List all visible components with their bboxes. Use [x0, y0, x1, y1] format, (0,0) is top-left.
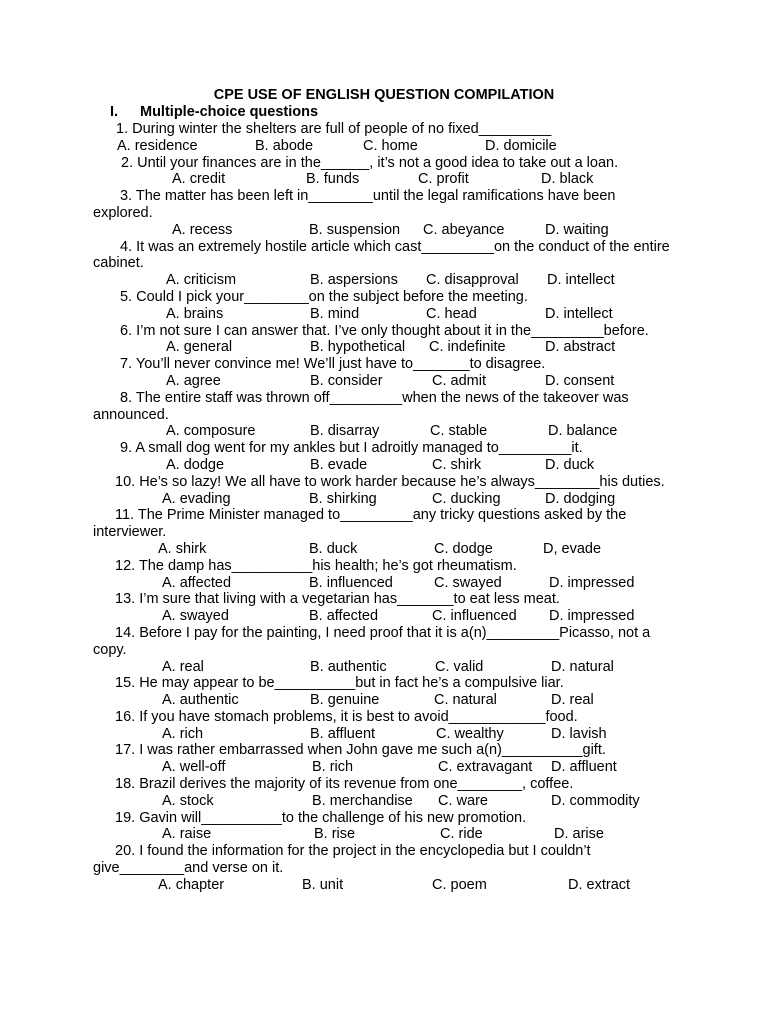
- answer-option: C. home: [363, 137, 418, 154]
- answer-options: [0, 575, 768, 592]
- answer-option: A. real: [162, 658, 204, 675]
- answer-option: B. aspersions: [310, 272, 398, 289]
- question-number: 6.: [120, 322, 137, 339]
- answer-options: [0, 171, 768, 188]
- answer-options: [0, 491, 768, 508]
- question-item: [0, 709, 768, 743]
- answer-option: A. agree: [166, 372, 221, 389]
- answer-option: B. genuine: [310, 692, 380, 709]
- question-stem: [0, 625, 675, 659]
- question-number: 5.: [120, 288, 137, 305]
- answer-option: B. duck: [309, 540, 358, 557]
- question-text: He may appear to be__________but in fact he’s a compulsive liar.: [139, 675, 564, 692]
- answer-option: D. commodity: [551, 792, 640, 809]
- answer-options: [0, 659, 768, 676]
- question-number: 9.: [120, 440, 136, 457]
- answer-option: A. dodge: [166, 456, 225, 473]
- answer-option: B. funds: [306, 171, 360, 188]
- question-text: During winter the shelters are full of people of no fixed_________: [132, 121, 552, 137]
- answer-option: A. recess: [172, 221, 233, 238]
- answer-option: D. arise: [554, 826, 604, 843]
- answer-option: D. abstract: [545, 339, 616, 356]
- answer-option: A. well-off: [162, 759, 226, 776]
- question-item: [0, 558, 768, 592]
- question-text: I’m not sure I can answer that. I’ve only thought about it in the_________before.: [136, 322, 649, 339]
- answer-option: C. wealthy: [436, 725, 504, 742]
- answer-option: D. domicile: [485, 137, 557, 154]
- answer-options: [0, 826, 768, 843]
- question-item: [0, 323, 768, 357]
- answer-option: A. rich: [162, 725, 204, 742]
- question-item: [0, 776, 768, 810]
- answer-option: D. real: [551, 692, 594, 709]
- answer-option: B. affected: [309, 608, 379, 625]
- question-number: 4.: [120, 238, 137, 255]
- question-item: [0, 742, 768, 776]
- answer-option: B. mind: [310, 305, 360, 322]
- answer-option: B. abode: [255, 137, 314, 154]
- question-text: Before I pay for the painting, I need proof that it is a(n)_________Picasso, not a copy.: [93, 624, 651, 658]
- answer-option: C. natural: [434, 692, 497, 709]
- question-stem: [0, 474, 675, 491]
- answer-option: A. affected: [162, 574, 232, 591]
- question-stem: [0, 709, 675, 726]
- question-number: 10.: [115, 473, 140, 490]
- answer-option: C. admit: [432, 372, 486, 389]
- question-item: [0, 843, 768, 893]
- answer-option: D. impressed: [549, 574, 635, 591]
- answer-option: B. influenced: [309, 574, 393, 591]
- question-text: I found the information for the project in the encyclopedia but I couldn’t give________and verse on it.: [93, 843, 591, 877]
- answer-options: [0, 306, 768, 323]
- question-number: 17.: [115, 742, 140, 759]
- answer-option: D. intellect: [547, 272, 615, 289]
- question-text: Brazil derives the majority of its revenue from one________, coffee.: [139, 776, 574, 793]
- answer-option: B. rich: [312, 759, 354, 776]
- answer-options: [0, 608, 768, 625]
- answer-options: [0, 877, 768, 894]
- answer-option: B. shirking: [309, 490, 377, 507]
- answer-options: [0, 541, 768, 558]
- question-item: [0, 675, 768, 709]
- question-item: [0, 440, 768, 474]
- answer-option: A. raise: [162, 826, 212, 843]
- answer-option: C. extravagant: [438, 759, 533, 776]
- answer-option: B. suspension: [309, 221, 401, 238]
- question-stem: [0, 188, 675, 222]
- answer-option: D. black: [541, 171, 594, 188]
- answer-option: D. waiting: [545, 221, 609, 238]
- question-stem: [0, 440, 675, 457]
- answer-option: A. residence: [117, 137, 198, 154]
- answer-options: [0, 423, 768, 440]
- question-stem: [0, 591, 675, 608]
- answer-option: A. chapter: [158, 876, 225, 893]
- question-number: 3.: [120, 188, 136, 205]
- question-stem: [0, 155, 675, 172]
- question-stem: [0, 239, 675, 273]
- answer-option: D. lavish: [551, 725, 607, 742]
- answer-option: C. valid: [435, 658, 484, 675]
- answer-option: A. evading: [162, 490, 231, 507]
- answer-option: C. shirk: [432, 456, 482, 473]
- section-label: Multiple-choice questions: [140, 104, 319, 120]
- question-number: 15.: [115, 675, 140, 692]
- answer-option: C. dodge: [434, 540, 493, 557]
- answer-option: B. authentic: [310, 658, 387, 675]
- question-stem: [0, 675, 675, 692]
- answer-option: C. ride: [440, 826, 483, 843]
- question-item: [0, 121, 768, 155]
- answer-option: D, evade: [543, 540, 602, 557]
- answer-option: A. swayed: [162, 608, 229, 625]
- question-item: [0, 155, 768, 189]
- question-stem: [0, 507, 675, 541]
- answer-option: C. poem: [432, 876, 487, 893]
- section-heading: [110, 104, 318, 121]
- question-text: It was an extremely hostile article which cast_________on the conduct of the entire cabinet.: [93, 238, 670, 272]
- answer-option: D. intellect: [545, 305, 613, 322]
- answer-option: B. merchandise: [312, 792, 413, 809]
- answer-option: B. affluent: [310, 725, 376, 742]
- question-stem: [0, 742, 675, 759]
- answer-options: [0, 272, 768, 289]
- question-item: [0, 625, 768, 675]
- question-number: 20.: [115, 843, 140, 860]
- question-item: [0, 390, 768, 440]
- page-title: CPE USE OF ENGLISH QUESTION COMPILATION: [213, 87, 555, 103]
- question-stem: [0, 810, 675, 827]
- question-stem: [0, 390, 675, 424]
- answer-option: C. influenced: [432, 608, 517, 625]
- question-text: I was rather embarrassed when John gave me such a(n)__________gift.: [139, 742, 606, 759]
- question-stem: [0, 776, 675, 793]
- question-stem: [0, 558, 675, 575]
- question-number: 7.: [120, 356, 136, 373]
- answer-option: B. evade: [310, 456, 368, 473]
- question-text: The entire staff was thrown off_________when the news of the takeover was announced.: [93, 389, 629, 423]
- answer-options: [0, 373, 768, 390]
- question-stem: [0, 356, 675, 373]
- question-item: [0, 474, 768, 508]
- answer-option: A. authentic: [162, 692, 239, 709]
- question-number: 8.: [120, 389, 136, 406]
- answer-option: D. impressed: [549, 608, 635, 625]
- answer-option: C. swayed: [434, 574, 502, 591]
- answer-options: [0, 457, 768, 474]
- answer-option: C. ducking: [432, 490, 501, 507]
- answer-options: [0, 793, 768, 810]
- question-text: I’m sure that living with a vegetarian has_______to eat less meat.: [139, 591, 560, 608]
- answer-option: B. hypothetical: [310, 339, 406, 356]
- question-number: 13.: [115, 591, 140, 608]
- answer-option: C. ware: [438, 792, 488, 809]
- answer-option: C. head: [426, 305, 477, 322]
- question-text: The matter has been left in________until the legal ramifications have been explored.: [93, 188, 616, 221]
- question-number: 16.: [115, 708, 140, 725]
- answer-option: A. general: [166, 339, 233, 356]
- question-text: Gavin will__________to the challenge of his new promotion.: [139, 809, 527, 826]
- question-number: 19.: [115, 809, 140, 826]
- question-text: Until your finances are in the______, it’s not a good idea to take out a loan.: [137, 154, 619, 171]
- answer-option: D. consent: [545, 372, 615, 389]
- question-item: [0, 188, 768, 238]
- answer-option: A. composure: [166, 423, 256, 440]
- answer-option: D. affluent: [551, 759, 617, 776]
- question-item: [0, 591, 768, 625]
- answer-option: B. rise: [314, 826, 356, 843]
- question-number: 1.: [116, 121, 133, 137]
- question-text: If you have stomach problems, it is best to avoid____________food.: [139, 708, 578, 725]
- answer-option: C. abeyance: [423, 221, 505, 238]
- question-stem: [0, 289, 675, 306]
- answer-option: D. extract: [568, 876, 631, 893]
- question-item: [0, 507, 768, 557]
- answer-options: [0, 222, 768, 239]
- answer-option: C. indefinite: [429, 339, 506, 356]
- question-number: 12.: [115, 557, 139, 574]
- answer-option: D. balance: [548, 423, 618, 440]
- question-item: [0, 289, 768, 323]
- answer-option: B. disarray: [310, 423, 380, 440]
- answer-option: B. unit: [302, 876, 344, 893]
- question-text: Could I pick your________on the subject before the meeting.: [136, 288, 528, 305]
- answer-option: D. duck: [545, 456, 595, 473]
- answer-option: C. disapproval: [426, 272, 519, 289]
- question-stem: [0, 843, 675, 877]
- question-text: You’ll never convince me! We’ll just have to_______to disagree.: [135, 356, 546, 373]
- question-text: A small dog went for my ankles but I adroitly managed to_________it.: [135, 440, 583, 457]
- question-text: He’s so lazy! We all have to work harder because he’s always________his duties.: [139, 473, 665, 490]
- question-text: The damp has__________his health; he’s got rheumatism.: [138, 557, 517, 574]
- answer-options: [0, 726, 768, 743]
- question-number: 18.: [115, 776, 140, 793]
- answer-options: [0, 339, 768, 356]
- question-item: [0, 239, 768, 289]
- answer-options: [0, 759, 768, 776]
- answer-option: B. consider: [310, 372, 383, 389]
- question-stem: [0, 323, 675, 340]
- answer-option: D. dodging: [545, 490, 616, 507]
- question-list: [0, 121, 768, 894]
- question-number: 2.: [121, 154, 138, 171]
- question-number: 11.: [115, 507, 138, 524]
- answer-option: C. stable: [430, 423, 488, 440]
- answer-options: [0, 692, 768, 709]
- answer-option: A. shirk: [158, 540, 207, 557]
- answer-option: A. stock: [162, 792, 214, 809]
- answer-option: A. credit: [172, 171, 226, 188]
- question-item: [0, 356, 768, 390]
- answer-option: A. criticism: [166, 272, 237, 289]
- question-number: 14.: [115, 624, 140, 641]
- answer-option: A. brains: [166, 305, 224, 322]
- question-item: [0, 810, 768, 844]
- answer-option: C. profit: [418, 171, 469, 188]
- answer-option: D. natural: [551, 658, 614, 675]
- answer-options: [0, 138, 768, 155]
- question-text: The Prime Minister managed to_________any tricky questions asked by the interviewer.: [93, 507, 627, 541]
- section-number: I.: [110, 104, 119, 120]
- question-stem: [0, 121, 675, 138]
